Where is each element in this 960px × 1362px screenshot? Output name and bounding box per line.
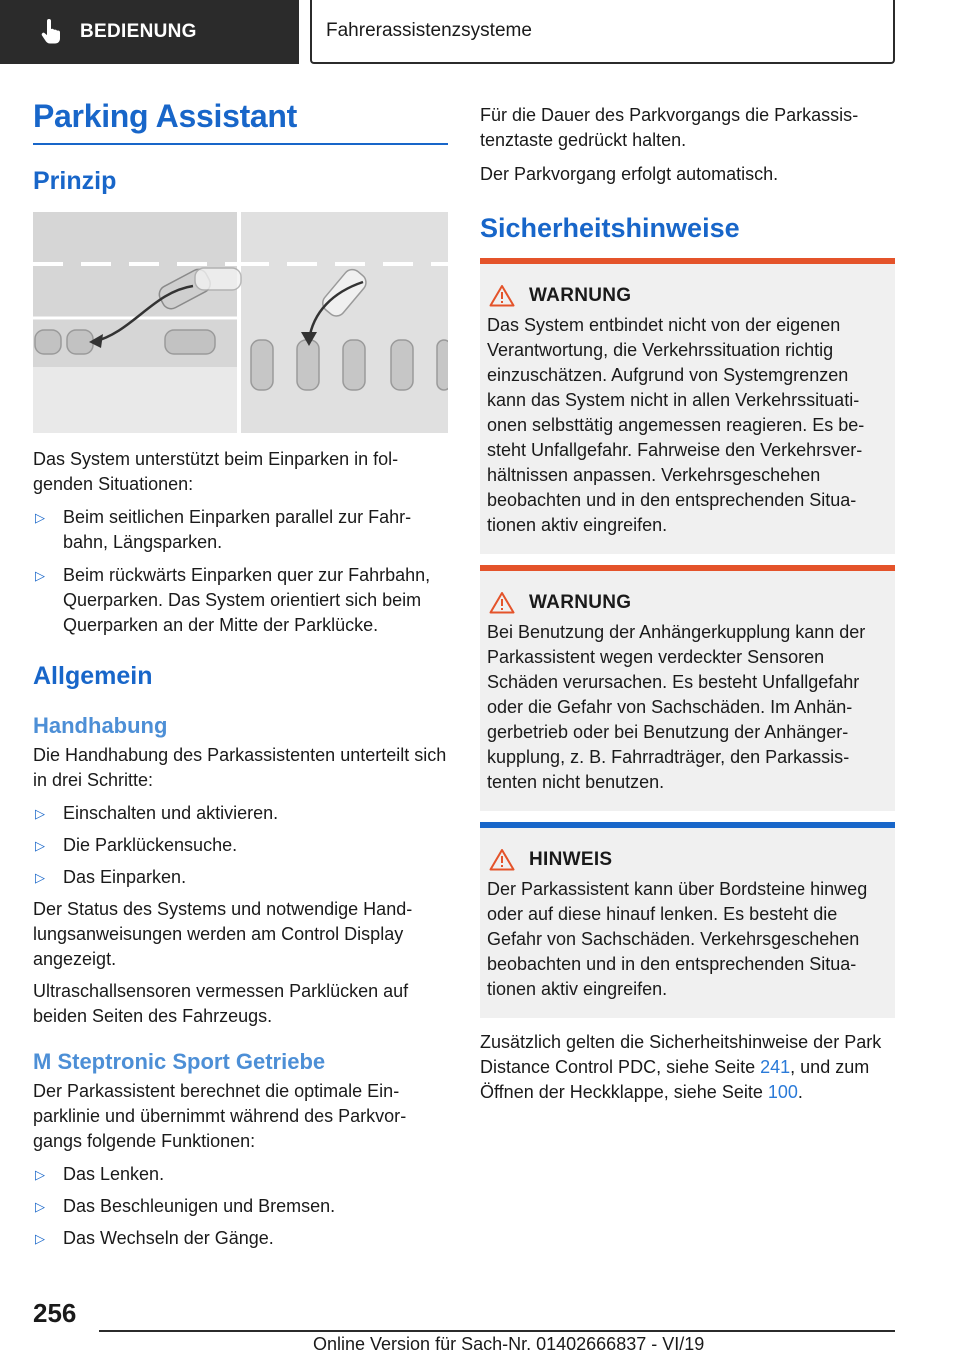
notice-box (480, 822, 895, 1018)
bullet-triangle-icon: ▷ (35, 806, 45, 821)
list-item-text: Das Einparken. (63, 867, 187, 887)
heading-allgemein: Allgemein (33, 662, 153, 690)
footer-text: Online Version für Sach-Nr. 01402666837 - VI/19 (313, 1334, 705, 1354)
hold-button-text: Für die Dauer des Parkvorgangs die Parkassistenztaste gedrückt halten. (480, 105, 859, 150)
warning-triangle-icon (489, 591, 515, 614)
list-item (33, 865, 448, 890)
right-column (480, 103, 895, 1105)
list-item-text: Beim seitlichen Einparken parallel zur Fahrbahn, Längsparken. (63, 507, 412, 552)
list-item-text: Einschalten und aktivieren. (63, 803, 279, 823)
page-number: 256 (33, 1298, 77, 1328)
list-item-text: Das Beschleunigen und Bremsen. (63, 1196, 336, 1216)
steptronic-text: Der Parkassistent berechnet die optimale Einparklinie und übernimmt während des Parkvorgangs folgende Funktionen: (33, 1081, 407, 1151)
list-item-text: Das Lenken. (63, 1164, 165, 1184)
left-column (33, 98, 448, 1251)
parking-illustration (33, 212, 448, 433)
chapter-label: BEDIENUNG (80, 21, 197, 42)
list-item (33, 1162, 448, 1187)
chapter-tab[interactable] (0, 0, 299, 64)
status-text: Der Status des Systems und notwendige Handlungsanweisungen werden am Control Display angezeigt. (33, 899, 413, 969)
prinzip-intro: Das System unterstützt beim Einparken in folgenden Situationen: (33, 449, 399, 494)
bullet-triangle-icon: ▷ (35, 1231, 45, 1246)
warning-box (480, 565, 895, 811)
list-item (33, 1194, 448, 1219)
warning-triangle-icon (489, 284, 515, 307)
notice-title: HINWEIS (529, 848, 613, 870)
bullet-triangle-icon: ▷ (35, 510, 45, 525)
list-item (33, 1226, 448, 1251)
heading-steptronic: M Steptronic Sport Getriebe (33, 1049, 326, 1074)
list-item (33, 833, 448, 858)
bullet-triangle-icon: ▷ (35, 1199, 45, 1214)
automatic-text: Der Parkvorgang erfolgt automatisch. (480, 164, 779, 184)
list-item-text: Beim rückwärts Einparken quer zur Fahrbahn, Querparken. Das System orientiert sich beim Querparken an der Mitte der Parklücke. (63, 565, 431, 635)
bullet-triangle-icon: ▷ (35, 1167, 45, 1182)
hand-pointer-icon (40, 19, 62, 45)
handhabung-text: Die Handhabung des Parkassistenten unterteilt sich in drei Schritte: (33, 745, 447, 790)
page-link-100[interactable]: 100 (767, 1082, 798, 1102)
page-title: Parking Assistant (33, 98, 448, 145)
bullet-triangle-icon: ▷ (35, 568, 45, 583)
warning-title: WARNUNG (529, 284, 632, 306)
list-item-text: Das Wechseln der Gänge. (63, 1228, 274, 1248)
warning-title: WARNUNG (529, 591, 632, 613)
list-item (33, 801, 448, 826)
heading-sicherheitshinweise: Sicherheitshinweise (480, 213, 740, 243)
heading-prinzip: Prinzip (33, 167, 117, 195)
parking-diagram (33, 212, 448, 433)
page-link-241[interactable]: 241 (760, 1057, 791, 1077)
footer-divider (99, 1330, 895, 1332)
warning-text: Das System entbindet nicht von der eigenen Verantwortung, die Verkehrssituation richtig einzuschätzen. Aufgrund von Systemgrenzen kann das System nicht in allen Verkehrssituationen selbsttätig angemessen reagieren. Es besteht Unfallgefahr. Fahrweise den Verkehrsverhältnissen anpassen. Verkehrsgeschehen beobachten und in den entsprechenden Situationen aktiv eingreifen. (487, 315, 865, 535)
cross-reference-text: Zusätzlich gelten die Sicherheitshinweise der Park Distance Control PDC, siehe Seite 241, und zum Öffnen der Heckklappe, siehe Seite 100. (480, 1032, 882, 1102)
section-tab[interactable] (310, 0, 895, 64)
heading-handhabung: Handhabung (33, 713, 168, 738)
warning-triangle-icon (489, 848, 515, 871)
sensor-text: Ultraschallsensoren vermessen Parklücken auf beiden Seiten des Fahrzeugs. (33, 981, 409, 1026)
warning-box (480, 258, 895, 554)
list-item-text: Die Parklückensuche. (63, 835, 238, 855)
list-item (33, 563, 448, 638)
notice-text: Der Parkassistent kann über Bordsteine hinweg oder auf diese hinauf lenken. Es besteht die Gefahr von Sachschäden. Verkehrsgeschehen beobachten und in den entsprechenden Situationen aktiv eingreifen. (487, 879, 868, 999)
warning-text: Bei Benutzung der Anhängerkupplung kann der Parkassistent wegen verdeckter Sensoren Schäden verursachen. Es besteht Unfallgefahr oder die Gefahr von Sachschäden. Im Anhängerbetrieb oder bei Benutzung der Anhängerkupplung, z. B. Fahrradträger, den Parkassistenten nicht benutzen. (487, 622, 866, 792)
list-item (33, 505, 448, 555)
bullet-triangle-icon: ▷ (35, 838, 45, 853)
bullet-triangle-icon: ▷ (35, 870, 45, 885)
section-label: Fahrerassistenzsysteme (326, 20, 532, 41)
